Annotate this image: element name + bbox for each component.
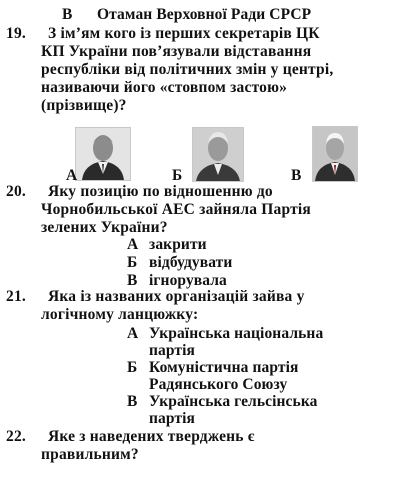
q21-option-text: Українська національна [149,325,324,342]
q19-line: називаючи його «стовпом застою» [41,79,288,96]
q21-option-text: Українська гельсінська [149,393,318,410]
prev-answer-text: Отаман Верховної Ради СРСР [97,6,312,23]
q20-option-text: ігнорувала [149,272,227,289]
photo-c-letter: В [291,167,302,184]
q21-option-text: партія [149,342,196,359]
q20-line: Яку позицію по відношенню до [48,183,273,200]
q22-line: Яке з наведених тверджень є [48,428,255,445]
q22-number: 22. [6,428,26,445]
q20-option-letter: Б [127,254,138,271]
q20-line: Чорнобильської АЕС зайняла Партія [41,201,312,218]
q19-line: (прізвище)? [41,97,127,114]
q20-option-text: закрити [149,236,207,253]
q22-line: правильним? [41,446,139,463]
portrait-photo-a [75,127,131,181]
q19-line: республіки від політичних змін у центрі, [41,61,334,78]
q19-line: КП України пов’язували відставання [41,43,312,60]
q21-option-text: партія [149,410,196,427]
photo-b-letter: Б [172,167,183,184]
q20-number: 20. [6,183,26,200]
q19-line: З ім’ям кого із перших секретарів ЦК [48,25,320,42]
q21-line: Яка із названих організацій зайва у [48,288,305,305]
photo-a-letter: А [66,167,78,184]
q20-option-letter: В [127,272,138,289]
q21-option-letter: В [127,393,138,410]
q20-option-letter: А [127,236,139,253]
portrait-photo-c [312,126,358,182]
prev-answer-letter: В [62,6,73,23]
q21-option-text: Комуністична партія [149,359,299,376]
q19-number: 19. [6,25,26,42]
q21-number: 21. [6,288,26,305]
portrait-photo-b [192,127,244,182]
q21-option-letter: Б [127,359,138,376]
q21-option-letter: А [127,325,139,342]
q20-option-text: відбудувати [149,254,233,271]
q20-line: зелених України? [41,219,168,236]
q21-option-text: Радянського Союзу [149,376,288,393]
q21-line: логічному ланцюжку: [41,306,199,323]
